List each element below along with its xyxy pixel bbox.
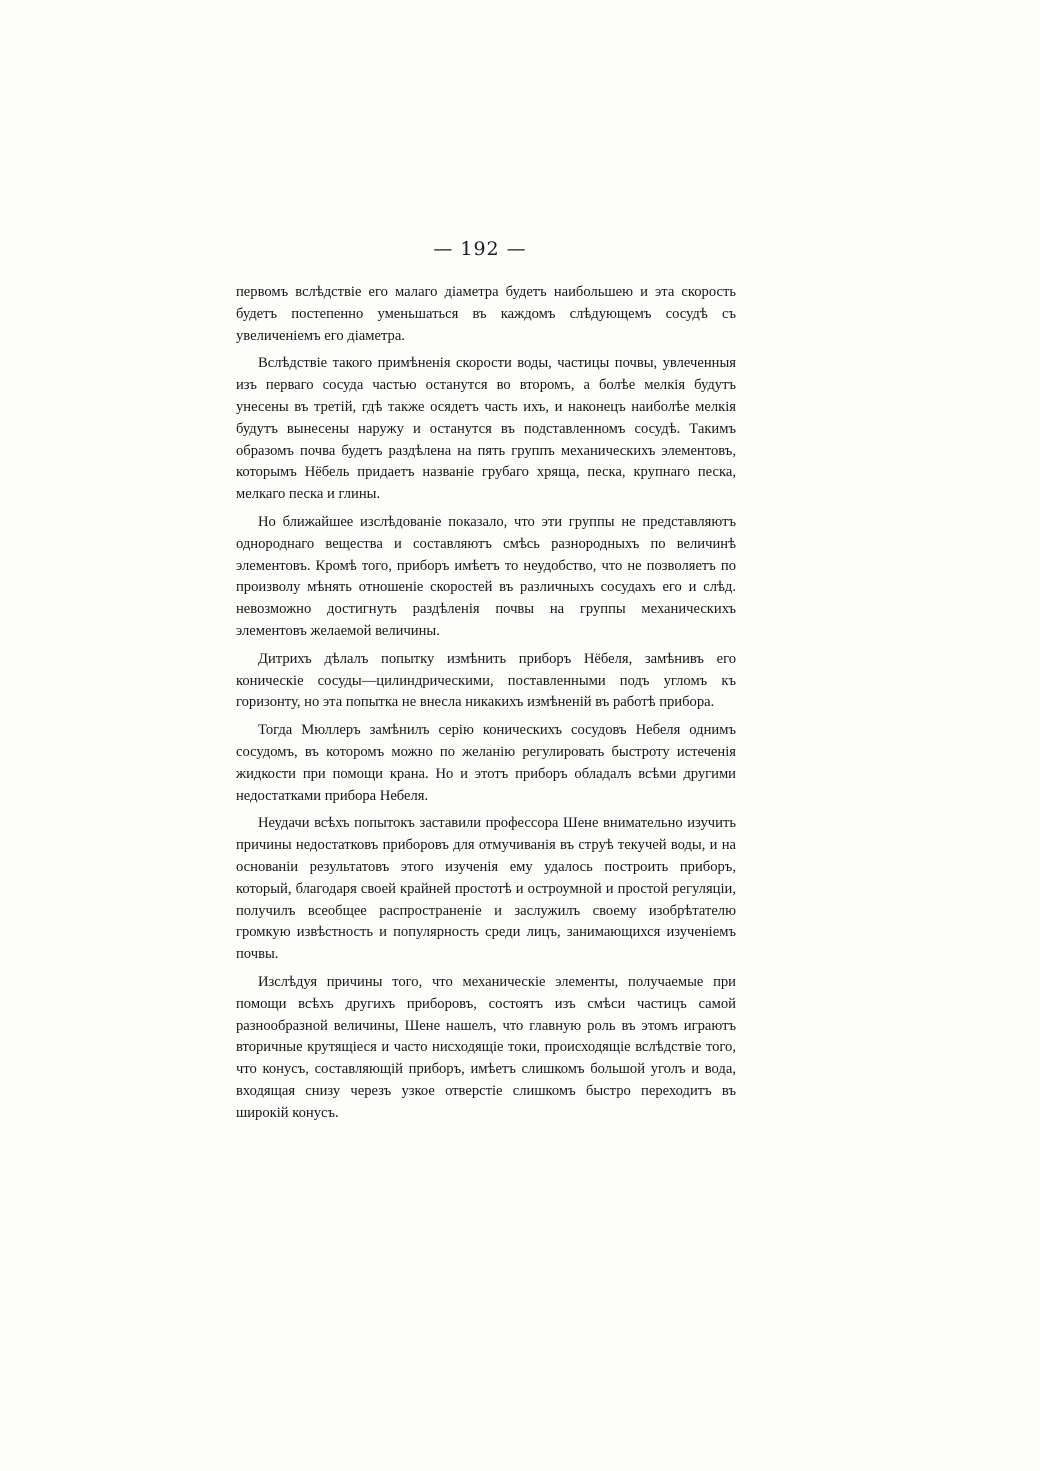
paragraph: Неудачи всѣхъ попытокъ заставили профессора Шене внимательно изучить причины недостатковъ приборовъ для отмучиванія въ струѣ текучей воды, и на основаніи результатовъ этого изученія ему удалось построить приборъ, который, благодаря своей крайней простотѣ и остроумной и простой регуляціи, получилъ всеобщее распространеніе и заслужилъ своему изобрѣтателю громкую извѣстность и популярность среди лицъ, занимающихся изученіемъ почвы. xyxy=(236,815,736,963)
paragraph: Дитрихъ дѣлалъ попытку измѣнить приборъ Нёбеля, замѣнивъ его коническіе сосуды—цилиндрическими, поставленными подъ угломъ къ горизонту, но эта попытка не внесла никакихъ измѣненій въ работѣ прибора. xyxy=(236,650,736,711)
paragraph: Вслѣдствіе такого примѣненія скорости воды, частицы почвы, увлеченныя изъ перваго сосуда частью останутся во второмъ, а болѣе мелкія будутъ унесены въ третій, гдѣ также осядетъ часть ихъ, и наконецъ наиболѣе мелкія будутъ вынесены наружу и останутся въ подставленномъ сосудѣ. Такимъ образомъ почва будетъ раздѣлена на пять группъ механическихъ элементовъ, которымъ Нёбель придаетъ названіе грубаго хряща, песка, крупнаго песка, мелкаго песка и глины. xyxy=(236,355,736,503)
page-number: — 192 — xyxy=(433,238,527,260)
body-text xyxy=(236,282,736,1130)
paragraph: Тогда Мюллеръ замѣнилъ серію коническихъ сосудовъ Небеля однимъ сосудомъ, въ которомъ можно по желанію регулировать быстроту истеченія жидкости при помощи крана. Но и этотъ приборъ обладалъ всѣми другими недостатками прибора Небеля. xyxy=(236,722,736,804)
paragraph-continued: первомъ вслѣдствіе его малаго діаметра будетъ наибольшею и эта скорость будетъ постепенно уменьшаться въ каждомъ слѣдующемъ сосудѣ съ увеличеніемъ его діаметра. xyxy=(236,284,736,344)
paragraph: Но ближайшее изслѣдованіе показало, что эти группы не представляютъ однороднаго вещества и составляютъ смѣсь разнородныхъ по величинѣ элементовъ. Кромѣ того, приборъ имѣетъ то неудобство, что не позволяетъ по произволу мѣнять отношеніе скоростей въ различныхъ сосудахъ его и слѣд. невозможно достигнуть раздѣленія почвы на группы механическихъ элементовъ желаемой величины. xyxy=(236,513,736,639)
paragraph: Изслѣдуя причины того, что механическіе элементы, получаемые при помощи всѣхъ другихъ приборовъ, состоятъ изъ смѣси частицъ самой разнообразной величины, Шене нашелъ, что главную роль въ этомъ играютъ вторичные крутящіеся и часто нисходящіе токи, происходящіе вслѣдствіе того, что конусъ, составляющій приборъ, имѣетъ слишкомъ большой уголъ и вода, входящая снизу черезъ узкое отверстіе слишкомъ быстро переходитъ въ широкій конусъ. xyxy=(236,973,736,1121)
